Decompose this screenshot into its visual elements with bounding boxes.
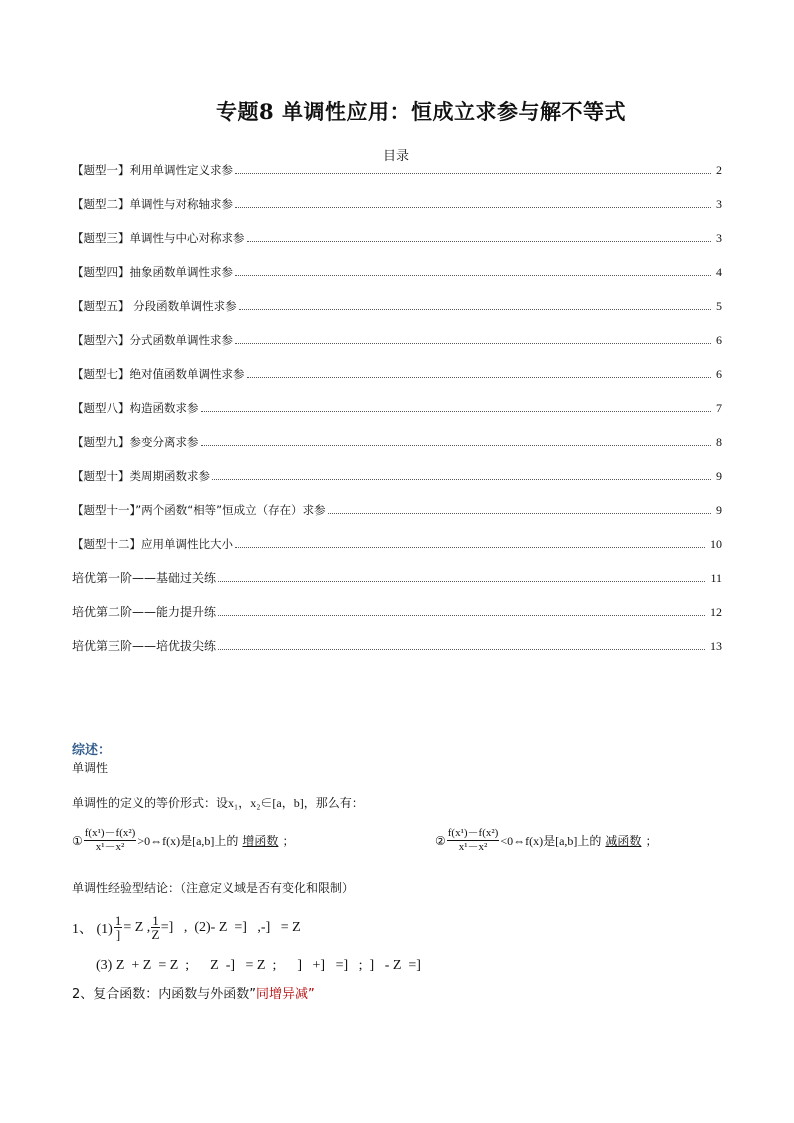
answer-blank: 增函数 (242, 834, 279, 848)
difference-quotient (84, 827, 137, 854)
toc-entry-label: 【题型十二】应用单调性比大小 (72, 537, 233, 551)
toc-leader-dots (239, 308, 711, 310)
toc-entry-label: 培优第一阶——基础过关练 (72, 571, 217, 585)
toc-leader-dots (218, 580, 705, 582)
item-marker: ② (435, 833, 446, 848)
toc-entry[interactable] (72, 566, 722, 586)
toc-leader-dots (235, 172, 711, 174)
toc-entry-label: 【题型四】抽象函数单调性求参 (72, 265, 233, 279)
toc-entry-page: 11 (710, 571, 722, 585)
toc-leader-dots (235, 342, 711, 344)
toc-entry[interactable] (72, 328, 722, 348)
toc-entry-page: 5 (716, 299, 722, 313)
toc-entry-page: 2 (716, 163, 722, 177)
toc-entry-label: 【题型六】分式函数单调性求参 (72, 333, 233, 347)
toc-entry-label: 【题型七】绝对值函数单调性求参 (72, 367, 245, 381)
toc-entry-page: 3 (716, 197, 722, 211)
toc-leader-dots (235, 206, 711, 208)
toc-entry-label: 培优第二阶——能力提升练 (72, 605, 217, 619)
toc-entry-page: 9 (716, 503, 722, 517)
rule-2-line (72, 983, 315, 1002)
fraction-numerator: f(x¹)－f(x²) (84, 827, 136, 839)
toc-entry[interactable] (72, 226, 722, 246)
definition-line (72, 794, 364, 811)
toc-entry[interactable] (72, 430, 722, 450)
item-end: ； (282, 834, 295, 848)
toc-leader-dots (201, 444, 712, 446)
summary-heading: 综述： (72, 743, 112, 758)
toc-entry[interactable] (72, 362, 722, 382)
toc-heading: 目录 (383, 149, 410, 164)
decreasing-condition (435, 827, 657, 854)
toc-entry[interactable] (72, 192, 722, 212)
rule-1-prefix: 1、 (1) (72, 921, 113, 937)
toc-leader-dots (218, 648, 705, 650)
toc-entry[interactable] (72, 464, 722, 484)
definition-suffix: ，那么有： (303, 796, 364, 810)
toc-entry[interactable] (72, 532, 722, 552)
rule-1-mid: = Z , (123, 919, 151, 935)
toc-leader-dots (218, 614, 705, 616)
toc-entry-label: 【题型一】利用单调性定义求参 (72, 163, 233, 177)
toc-entry-page: 8 (716, 435, 722, 449)
toc-leader-dots (235, 546, 705, 548)
item-end: ； (645, 834, 658, 848)
rule-1-line-1 (72, 914, 301, 941)
toc-leader-dots (247, 376, 712, 378)
toc-entry-page: 9 (716, 469, 722, 483)
toc-entry-page: 4 (716, 265, 722, 279)
toc-entry-label: 【题型八】构造函数求参 (72, 401, 199, 415)
toc-entry-label: 【题型九】参变分离求参 (72, 435, 199, 449)
toc-entry-page: 6 (716, 367, 722, 381)
rule-1-rest: =] , (2)- Z =] ,-] = Z (160, 919, 301, 935)
toc-entry[interactable] (72, 260, 722, 280)
definition-prefix: 单调性的定义的等价形式：设 (72, 796, 229, 810)
fraction-numerator: f(x¹)－f(x²) (447, 827, 499, 839)
fraction-numerator: 1 (114, 913, 122, 928)
rule-fraction-b (151, 914, 160, 941)
toc-entry-page: 10 (710, 537, 722, 551)
monotonicity-subheading: 单调性 (72, 761, 109, 775)
toc-entry[interactable] (72, 396, 722, 416)
conclusion-heading: 单调性经验型结论：（注意定义域是否有变化和限制） (72, 881, 355, 895)
toc-leader-dots (247, 240, 712, 242)
toc-entry[interactable] (72, 600, 722, 620)
toc-entry-label: 培优第三阶——培优拔尖练 (72, 639, 217, 653)
toc-leader-dots (328, 512, 711, 514)
page-title: 专题8 单调性应用：恒成立求参与解不等式 (216, 99, 626, 124)
condition-text: <0⇔f(x)是[a,b]上的 (500, 834, 602, 848)
toc-entry-label: 【题型十】类周期函数求参 (72, 469, 210, 483)
toc-entry-label: 【题型十一】”两个函数“相等”恒成立（存在）求参 (72, 503, 326, 517)
fraction-numerator: 1 (152, 913, 159, 928)
toc-entry-page: 13 (710, 639, 722, 653)
answer-blank: 减函数 (605, 834, 642, 848)
toc-entry[interactable] (72, 634, 722, 654)
increasing-condition (72, 827, 294, 854)
rule-2-suffix: ” (308, 987, 315, 1002)
toc-entry-page: 12 (710, 605, 722, 619)
toc-entry-label: 【题型三】单调性与中心对称求参 (72, 231, 245, 245)
toc-leader-dots (235, 274, 711, 276)
fraction-denominator: ] (115, 927, 121, 942)
toc-leader-dots (212, 478, 711, 480)
toc-entry-label: 【题型二】单调性与对称轴求参 (72, 197, 233, 211)
rule-2-prefix: 2、复合函数：内函数与外函数” (72, 987, 257, 1002)
rule-1-line-2: (3) Z + Z = Z ; Z -] = Z ; ] +] =] ; ] - Z =] (96, 958, 421, 973)
difference-quotient (447, 827, 500, 854)
fraction-denominator: x¹－x² (95, 841, 125, 853)
toc-entry-label: 【题型五】 分段函数单调性求参 (72, 299, 237, 313)
rule-2-highlight: 同增异减 (256, 987, 309, 1002)
toc-entry-page: 3 (716, 231, 722, 245)
toc-entry-page: 6 (716, 333, 722, 347)
definition-vars: x₁，x₂∈[a，b] (228, 796, 304, 810)
rule-fraction-a (114, 914, 123, 941)
condition-text: >0⇔f(x)是[a,b]上的 (137, 834, 239, 848)
fraction-denominator: x¹－x² (458, 841, 488, 853)
fraction-denominator: Z (151, 927, 160, 942)
item-marker: ① (72, 833, 83, 848)
toc-leader-dots (201, 410, 712, 412)
toc-entry[interactable] (72, 294, 722, 314)
toc-entry-page: 7 (716, 401, 722, 415)
toc-entry[interactable] (72, 498, 722, 518)
toc-entry[interactable] (72, 158, 722, 178)
